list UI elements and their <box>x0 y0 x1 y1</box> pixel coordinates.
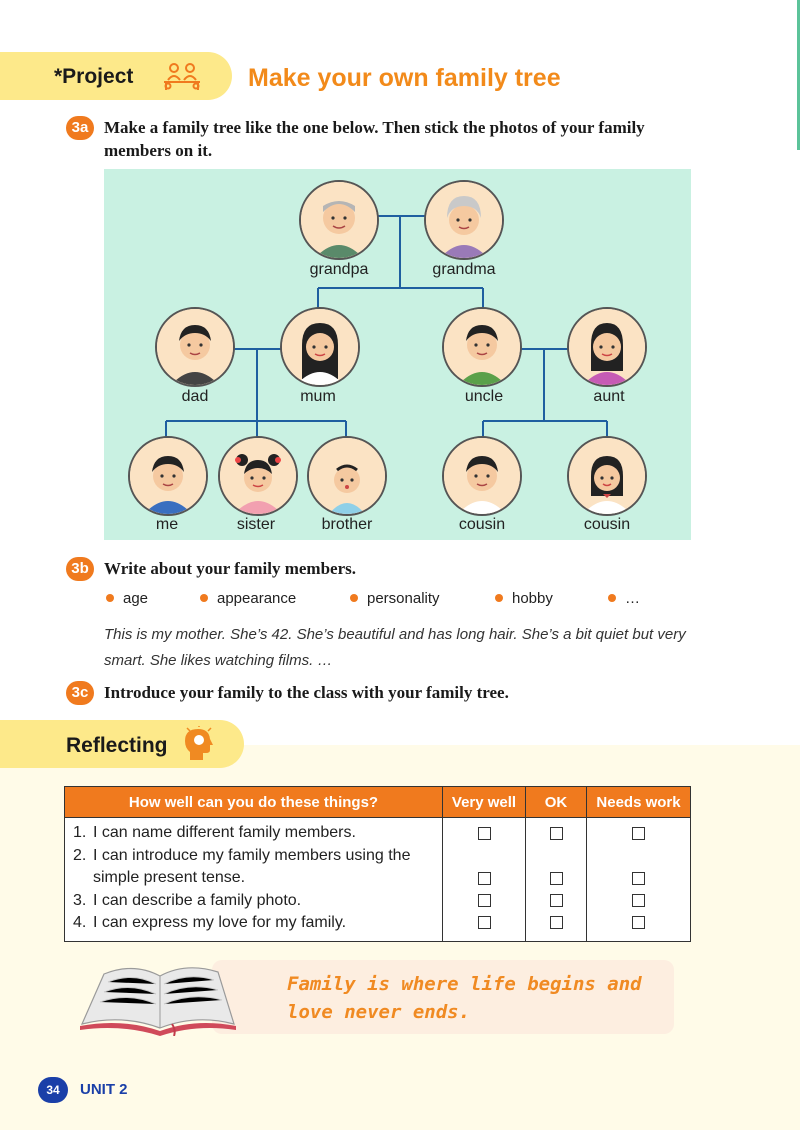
cousin-girl-portrait <box>567 436 647 516</box>
label-brother: brother <box>321 516 373 533</box>
table-header: Very well <box>443 787 526 818</box>
very-well-column <box>443 818 526 942</box>
grandma-portrait <box>424 180 504 260</box>
list-item: 3. I can describe a family photo. <box>73 891 302 909</box>
label-dad: dad <box>181 388 209 405</box>
bullet-icon <box>495 594 503 602</box>
label-cousin: cousin <box>458 516 506 533</box>
unit-label: UNIT 2 <box>80 1081 128 1098</box>
brother-portrait <box>307 436 387 516</box>
label-me: me <box>155 516 179 533</box>
topic-item: … <box>608 590 640 607</box>
grandpa-portrait <box>299 180 379 260</box>
example-paragraph: This is my mother. She’s 42. She’s beautiful and has long hair. She’s a bit quiet but very smart. She likes watching films. … <box>104 626 686 669</box>
page-number: 34 <box>38 1077 68 1103</box>
list-item: 4. I can express my love for my family. <box>73 914 347 931</box>
task-badge-3b: 3b <box>66 557 94 581</box>
checkbox[interactable] <box>478 872 491 885</box>
reflecting-label: Reflecting <box>66 734 168 757</box>
table-header: How well can you do these things? <box>65 787 443 818</box>
head-lightbulb-icon <box>184 726 214 762</box>
task-3a-instruction: Make a family tree like the one below. Then stick the photos of your family members on it. <box>104 118 645 160</box>
bullet-icon <box>350 594 358 602</box>
checkbox[interactable] <box>478 916 491 929</box>
mum-portrait <box>280 307 360 387</box>
checkbox[interactable] <box>632 916 645 929</box>
bullet-icon <box>106 594 114 602</box>
aunt-portrait <box>567 307 647 387</box>
checkbox[interactable] <box>478 894 491 907</box>
topic-item: personality <box>350 590 440 607</box>
label-uncle: uncle <box>464 388 504 405</box>
checkbox[interactable] <box>478 827 491 840</box>
project-title: Make your own family tree <box>248 64 561 92</box>
label-cousin: cousin <box>583 516 631 533</box>
checkbox[interactable] <box>632 872 645 885</box>
group-people-icon <box>160 62 204 92</box>
bullet-icon <box>608 594 616 602</box>
task-3b-instruction: Write about your family members. <box>104 559 356 578</box>
task-3c-instruction: Introduce your family to the class with your family tree. <box>104 683 509 702</box>
statements-cell <box>65 818 443 942</box>
cousin-boy-portrait <box>442 436 522 516</box>
task-badge-3a: 3a <box>66 116 94 140</box>
checkbox[interactable] <box>550 827 563 840</box>
task-badge-3c: 3c <box>66 681 94 705</box>
label-aunt: aunt <box>593 388 625 405</box>
label-grandma: grandma <box>432 261 496 278</box>
label-sister: sister <box>236 516 276 533</box>
me-portrait <box>128 436 208 516</box>
topic-item: hobby <box>495 590 553 607</box>
list-item: 1. I can name different family members. <box>73 824 356 841</box>
topic-item: age <box>106 590 148 607</box>
checkbox[interactable] <box>632 827 645 840</box>
label-mum: mum <box>300 388 336 405</box>
quote-text: Family is where life begins and love never ends. <box>287 973 642 1023</box>
table-header: OK <box>526 787 587 818</box>
self-assessment-table <box>64 786 691 942</box>
label-grandpa: grandpa <box>309 261 369 278</box>
checkbox[interactable] <box>632 894 645 907</box>
sister-portrait <box>218 436 298 516</box>
open-book-icon <box>78 958 238 1036</box>
dad-portrait <box>155 307 235 387</box>
project-label: *Project <box>54 65 134 88</box>
checkbox[interactable] <box>550 872 563 885</box>
checkbox[interactable] <box>550 916 563 929</box>
needs-work-column <box>587 818 691 942</box>
table-header: Needs work <box>587 787 691 818</box>
topic-item: appearance <box>200 590 296 607</box>
ok-column <box>526 818 587 942</box>
list-item: 2. I can introduce my family members using the simple present tense. <box>73 846 411 886</box>
checkbox[interactable] <box>550 894 563 907</box>
bullet-icon <box>200 594 208 602</box>
uncle-portrait <box>442 307 522 387</box>
